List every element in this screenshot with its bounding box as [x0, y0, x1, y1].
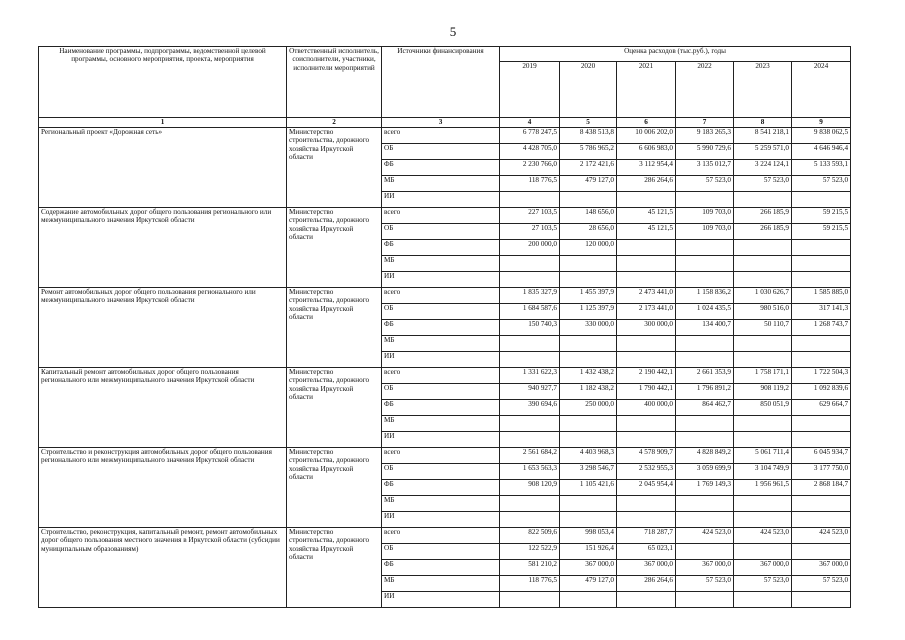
funding-source: всего	[382, 528, 500, 544]
funding-source: ФБ	[382, 400, 500, 416]
expense-value: 120 000,0	[560, 240, 617, 256]
expense-value: 57 523,0	[676, 176, 734, 192]
expense-value: 1 956 961,5	[734, 480, 792, 496]
expense-value: 3 177 750,0	[792, 464, 851, 480]
expense-value: 479 127,0	[560, 176, 617, 192]
responsible-executor: Министерство строительства, дорожного хозяйства Иркутской области	[287, 448, 382, 528]
expense-value: 57 523,0	[734, 176, 792, 192]
funding-source: ФБ	[382, 320, 500, 336]
expense-value: 850 051,9	[734, 400, 792, 416]
funding-source: ОБ	[382, 224, 500, 240]
expense-value: 150 740,3	[500, 320, 560, 336]
table-row	[39, 528, 851, 544]
expense-value: 3 298 546,7	[560, 464, 617, 480]
column-number: 6	[617, 118, 676, 128]
expense-value	[792, 512, 851, 528]
funding-source: ИИ	[382, 592, 500, 608]
expense-value: 250 000,0	[560, 400, 617, 416]
funding-source: ОБ	[382, 544, 500, 560]
funding-source: МБ	[382, 416, 500, 432]
column-number: 2	[287, 118, 382, 128]
expense-value: 367 000,0	[734, 560, 792, 576]
expense-value: 1 455 397,9	[560, 288, 617, 304]
expense-value: 5 259 571,0	[734, 144, 792, 160]
expense-value: 1 758 171,1	[734, 368, 792, 384]
expense-value	[560, 272, 617, 288]
expense-value: 151 926,4	[560, 544, 617, 560]
expense-value: 581 210,2	[500, 560, 560, 576]
activity-name: Строительство и реконструкция автомобильных дорог общего пользования регионального или межмуниципального значения Иркутской области	[39, 448, 287, 528]
expense-value: 400 000,0	[617, 400, 676, 416]
funding-source: ИИ	[382, 432, 500, 448]
funding-source: ОБ	[382, 464, 500, 480]
expense-value: 1 182 438,2	[560, 384, 617, 400]
expense-value: 45 121,5	[617, 208, 676, 224]
funding-source: МБ	[382, 496, 500, 512]
expense-value: 266 185,9	[734, 208, 792, 224]
expense-value: 8 541 218,1	[734, 128, 792, 144]
expense-value	[734, 192, 792, 208]
expense-value: 28 656,0	[560, 224, 617, 240]
expense-value	[676, 512, 734, 528]
expense-value	[676, 592, 734, 608]
funding-source: всего	[382, 448, 500, 464]
expense-value: 9 183 265,3	[676, 128, 734, 144]
expense-value: 109 703,0	[676, 208, 734, 224]
expense-value: 367 000,0	[676, 560, 734, 576]
responsible-executor: Министерство строительства, дорожного хозяйства Иркутской области	[287, 208, 382, 288]
expense-value	[500, 272, 560, 288]
expense-value: 57 523,0	[792, 176, 851, 192]
header-year: 2019	[500, 62, 560, 118]
expense-value	[734, 432, 792, 448]
expense-value: 2 172 421,6	[560, 160, 617, 176]
expense-value: 134 400,7	[676, 320, 734, 336]
funding-source: МБ	[382, 336, 500, 352]
activity-name: Капитальный ремонт автомобильных дорог общего пользования регионального или межмуниципального значения Иркутской области	[39, 368, 287, 448]
expense-value	[617, 336, 676, 352]
expense-value: 8 438 513,8	[560, 128, 617, 144]
funding-source: ИИ	[382, 192, 500, 208]
funding-source: ФБ	[382, 160, 500, 176]
expense-value: 122 522,9	[500, 544, 560, 560]
funding-source: ИИ	[382, 272, 500, 288]
expense-value: 1 432 438,2	[560, 368, 617, 384]
expense-value: 1 158 836,2	[676, 288, 734, 304]
expense-value	[617, 496, 676, 512]
funding-source: ОБ	[382, 144, 500, 160]
budget-table	[38, 46, 851, 608]
expense-value	[560, 512, 617, 528]
expense-value	[676, 192, 734, 208]
funding-source: ОБ	[382, 304, 500, 320]
expense-value: 317 141,3	[792, 304, 851, 320]
expense-value: 1 684 587,6	[500, 304, 560, 320]
expense-value	[560, 256, 617, 272]
expense-value	[792, 272, 851, 288]
expense-value: 6 606 983,0	[617, 144, 676, 160]
expense-value: 227 103,5	[500, 208, 560, 224]
expense-value	[617, 432, 676, 448]
expense-value: 3 135 012,7	[676, 160, 734, 176]
funding-source: МБ	[382, 176, 500, 192]
expense-value	[560, 416, 617, 432]
expense-value: 718 287,7	[617, 528, 676, 544]
expense-value	[617, 592, 676, 608]
funding-source: ИИ	[382, 512, 500, 528]
responsible-executor: Министерство строительства, дорожного хозяйства Иркутской области	[287, 288, 382, 368]
expense-value: 266 185,9	[734, 224, 792, 240]
expense-value	[617, 272, 676, 288]
header-year: 2020	[560, 62, 617, 118]
header-year: 2021	[617, 62, 676, 118]
expense-value: 5 061 711,4	[734, 448, 792, 464]
expense-value	[676, 272, 734, 288]
expense-value: 148 656,0	[560, 208, 617, 224]
header-responsible-column: Ответственный исполнитель, соисполнители, участники, исполнители мероприятий	[287, 47, 382, 118]
expense-value: 1 030 626,7	[734, 288, 792, 304]
funding-source: ИИ	[382, 352, 500, 368]
expense-value	[792, 240, 851, 256]
expense-value: 5 786 965,2	[560, 144, 617, 160]
expense-value	[676, 256, 734, 272]
expense-value	[560, 192, 617, 208]
expense-value: 424 523,0	[676, 528, 734, 544]
expense-value: 2 561 684,2	[500, 448, 560, 464]
expense-value: 1 769 149,3	[676, 480, 734, 496]
expense-value	[792, 256, 851, 272]
expense-value: 118 776,5	[500, 176, 560, 192]
expense-value	[734, 256, 792, 272]
expense-value	[676, 336, 734, 352]
header-name-column: Наименование программы, подпрограммы, ведомственной целевой программы, основного мероприятия, проекта, мероприятия	[39, 47, 287, 118]
expense-value	[792, 592, 851, 608]
page-number: 5	[449, 24, 457, 39]
expense-value	[734, 272, 792, 288]
expense-value: 59 215,5	[792, 208, 851, 224]
expense-value: 6 778 247,5	[500, 128, 560, 144]
expense-value	[734, 240, 792, 256]
expense-value	[560, 496, 617, 512]
column-number: 4	[500, 118, 560, 128]
expense-value: 2 045 954,4	[617, 480, 676, 496]
expense-value: 65 023,1	[617, 544, 676, 560]
expense-value: 367 000,0	[792, 560, 851, 576]
expense-value: 330 000,0	[560, 320, 617, 336]
funding-source: ОБ	[382, 384, 500, 400]
expense-value: 940 927,7	[500, 384, 560, 400]
expense-value	[500, 496, 560, 512]
expense-value	[676, 544, 734, 560]
expense-value: 998 053,4	[560, 528, 617, 544]
expense-value: 479 127,0	[560, 576, 617, 592]
header-estimate-title: Оценка расходов (тыс.руб.), годы	[500, 47, 851, 62]
expense-value: 1 835 327,9	[500, 288, 560, 304]
expense-value	[500, 352, 560, 368]
expense-value: 4 403 968,3	[560, 448, 617, 464]
column-number: 1	[39, 118, 287, 128]
expense-value	[500, 192, 560, 208]
funding-source: всего	[382, 208, 500, 224]
expense-value	[560, 432, 617, 448]
expense-value: 980 516,0	[734, 304, 792, 320]
header-source-column: Источники финансирования	[382, 47, 500, 118]
table-body	[39, 128, 851, 608]
responsible-executor: Министерство строительства, дорожного хозяйства Иркутской области	[287, 368, 382, 448]
expense-value: 390 694,6	[500, 400, 560, 416]
expense-value	[560, 592, 617, 608]
expense-value: 3 059 699,9	[676, 464, 734, 480]
expense-value	[500, 512, 560, 528]
expense-value: 4 428 705,0	[500, 144, 560, 160]
expense-value: 1 268 743,7	[792, 320, 851, 336]
funding-source: ФБ	[382, 480, 500, 496]
expense-value: 367 000,0	[560, 560, 617, 576]
table-row	[39, 368, 851, 384]
expense-value: 57 523,0	[734, 576, 792, 592]
expense-value: 286 264,6	[617, 176, 676, 192]
expense-value	[500, 256, 560, 272]
funding-source: всего	[382, 128, 500, 144]
expense-value: 286 264,6	[617, 576, 676, 592]
expense-value	[792, 416, 851, 432]
expense-value	[734, 592, 792, 608]
table-row	[39, 448, 851, 464]
expense-value: 2 868 184,7	[792, 480, 851, 496]
expense-value	[560, 352, 617, 368]
expense-value	[676, 352, 734, 368]
expense-value: 27 103,5	[500, 224, 560, 240]
expense-value: 1 331 622,3	[500, 368, 560, 384]
activity-name: Ремонт автомобильных дорог общего пользования регионального или межмуниципального значения Иркутской области	[39, 288, 287, 368]
table-row	[39, 208, 851, 224]
activity-name: Содержание автомобильных дорог общего пользования регионального или межмуниципального значения Иркутской области	[39, 208, 287, 288]
expense-value	[792, 336, 851, 352]
expense-value	[734, 544, 792, 560]
expense-value	[676, 416, 734, 432]
expense-value: 629 664,7	[792, 400, 851, 416]
expense-value	[734, 512, 792, 528]
expense-value: 908 120,9	[500, 480, 560, 496]
expense-value: 908 119,2	[734, 384, 792, 400]
column-number: 9	[792, 118, 851, 128]
column-number: 8	[734, 118, 792, 128]
expense-value: 2 173 441,0	[617, 304, 676, 320]
expense-value: 300 000,0	[617, 320, 676, 336]
funding-source: МБ	[382, 576, 500, 592]
expense-value: 3 112 954,4	[617, 160, 676, 176]
expense-value	[676, 432, 734, 448]
expense-value	[792, 192, 851, 208]
expense-value: 1 105 421,6	[560, 480, 617, 496]
expense-value: 5 990 729,6	[676, 144, 734, 160]
expense-value: 2 230 766,0	[500, 160, 560, 176]
expense-value: 4 646 946,4	[792, 144, 851, 160]
activity-name: Строительство, реконструкция, капитальный ремонт, ремонт автомобильных дорог общего пользования местного значения в Иркутской области (субсидии муниципальным образованиям)	[39, 528, 287, 608]
table-row	[39, 128, 851, 144]
header-year: 2024	[792, 62, 851, 118]
expense-value: 3 104 749,9	[734, 464, 792, 480]
expense-value: 822 509,6	[500, 528, 560, 544]
expense-value	[500, 592, 560, 608]
expense-value: 2 532 955,3	[617, 464, 676, 480]
expense-value: 4 578 909,7	[617, 448, 676, 464]
funding-source: МБ	[382, 256, 500, 272]
expense-value	[617, 352, 676, 368]
header-year: 2022	[676, 62, 734, 118]
expense-value: 1 092 839,6	[792, 384, 851, 400]
expense-value	[734, 416, 792, 432]
expense-value: 424 523,0	[734, 528, 792, 544]
responsible-executor: Министерство строительства, дорожного хозяйства Иркутской области	[287, 528, 382, 608]
expense-value: 367 000,0	[617, 560, 676, 576]
expense-value	[500, 336, 560, 352]
expense-value: 10 006 202,0	[617, 128, 676, 144]
expense-value: 5 133 593,1	[792, 160, 851, 176]
expense-value	[792, 432, 851, 448]
column-number: 5	[560, 118, 617, 128]
funding-source: ФБ	[382, 560, 500, 576]
expense-value	[617, 192, 676, 208]
funding-source: ФБ	[382, 240, 500, 256]
expense-value	[792, 544, 851, 560]
expense-value: 45 121,5	[617, 224, 676, 240]
expense-value: 1 585 885,0	[792, 288, 851, 304]
expense-value	[617, 256, 676, 272]
expense-value	[734, 496, 792, 512]
expense-value	[617, 512, 676, 528]
expense-value	[617, 240, 676, 256]
expense-value	[734, 352, 792, 368]
responsible-executor: Министерство строительства, дорожного хозяйства Иркутской области	[287, 128, 382, 208]
expense-value: 109 703,0	[676, 224, 734, 240]
funding-source: всего	[382, 368, 500, 384]
expense-value: 1 024 435,5	[676, 304, 734, 320]
expense-value: 1 790 442,1	[617, 384, 676, 400]
expense-value: 57 523,0	[792, 576, 851, 592]
expense-value: 4 828 849,2	[676, 448, 734, 464]
expense-value: 2 473 441,0	[617, 288, 676, 304]
expense-value: 2 190 442,1	[617, 368, 676, 384]
expense-value: 9 838 062,5	[792, 128, 851, 144]
expense-value	[734, 336, 792, 352]
expense-value	[676, 496, 734, 512]
column-number: 7	[676, 118, 734, 128]
expense-value: 200 000,0	[500, 240, 560, 256]
expense-value: 424 523,0	[792, 528, 851, 544]
expense-value: 1 653 563,3	[500, 464, 560, 480]
header-year: 2023	[734, 62, 792, 118]
expense-value	[500, 416, 560, 432]
expense-value: 1 796 891,2	[676, 384, 734, 400]
expense-value: 2 661 353,9	[676, 368, 734, 384]
expense-value: 864 462,7	[676, 400, 734, 416]
expense-value: 3 224 124,1	[734, 160, 792, 176]
expense-value	[617, 416, 676, 432]
expense-value: 6 045 934,7	[792, 448, 851, 464]
activity-name: Региональный проект «Дорожная сеть»	[39, 128, 287, 208]
expense-value	[676, 240, 734, 256]
expense-value: 1 722 504,3	[792, 368, 851, 384]
expense-value	[792, 352, 851, 368]
expense-value: 118 776,5	[500, 576, 560, 592]
expense-value: 1 125 397,9	[560, 304, 617, 320]
funding-source: всего	[382, 288, 500, 304]
expense-value	[500, 432, 560, 448]
table-row	[39, 288, 851, 304]
expense-value	[560, 336, 617, 352]
column-number: 3	[382, 118, 500, 128]
expense-value	[792, 496, 851, 512]
expense-value: 50 110,7	[734, 320, 792, 336]
expense-value: 57 523,0	[676, 576, 734, 592]
expense-value: 59 215,5	[792, 224, 851, 240]
